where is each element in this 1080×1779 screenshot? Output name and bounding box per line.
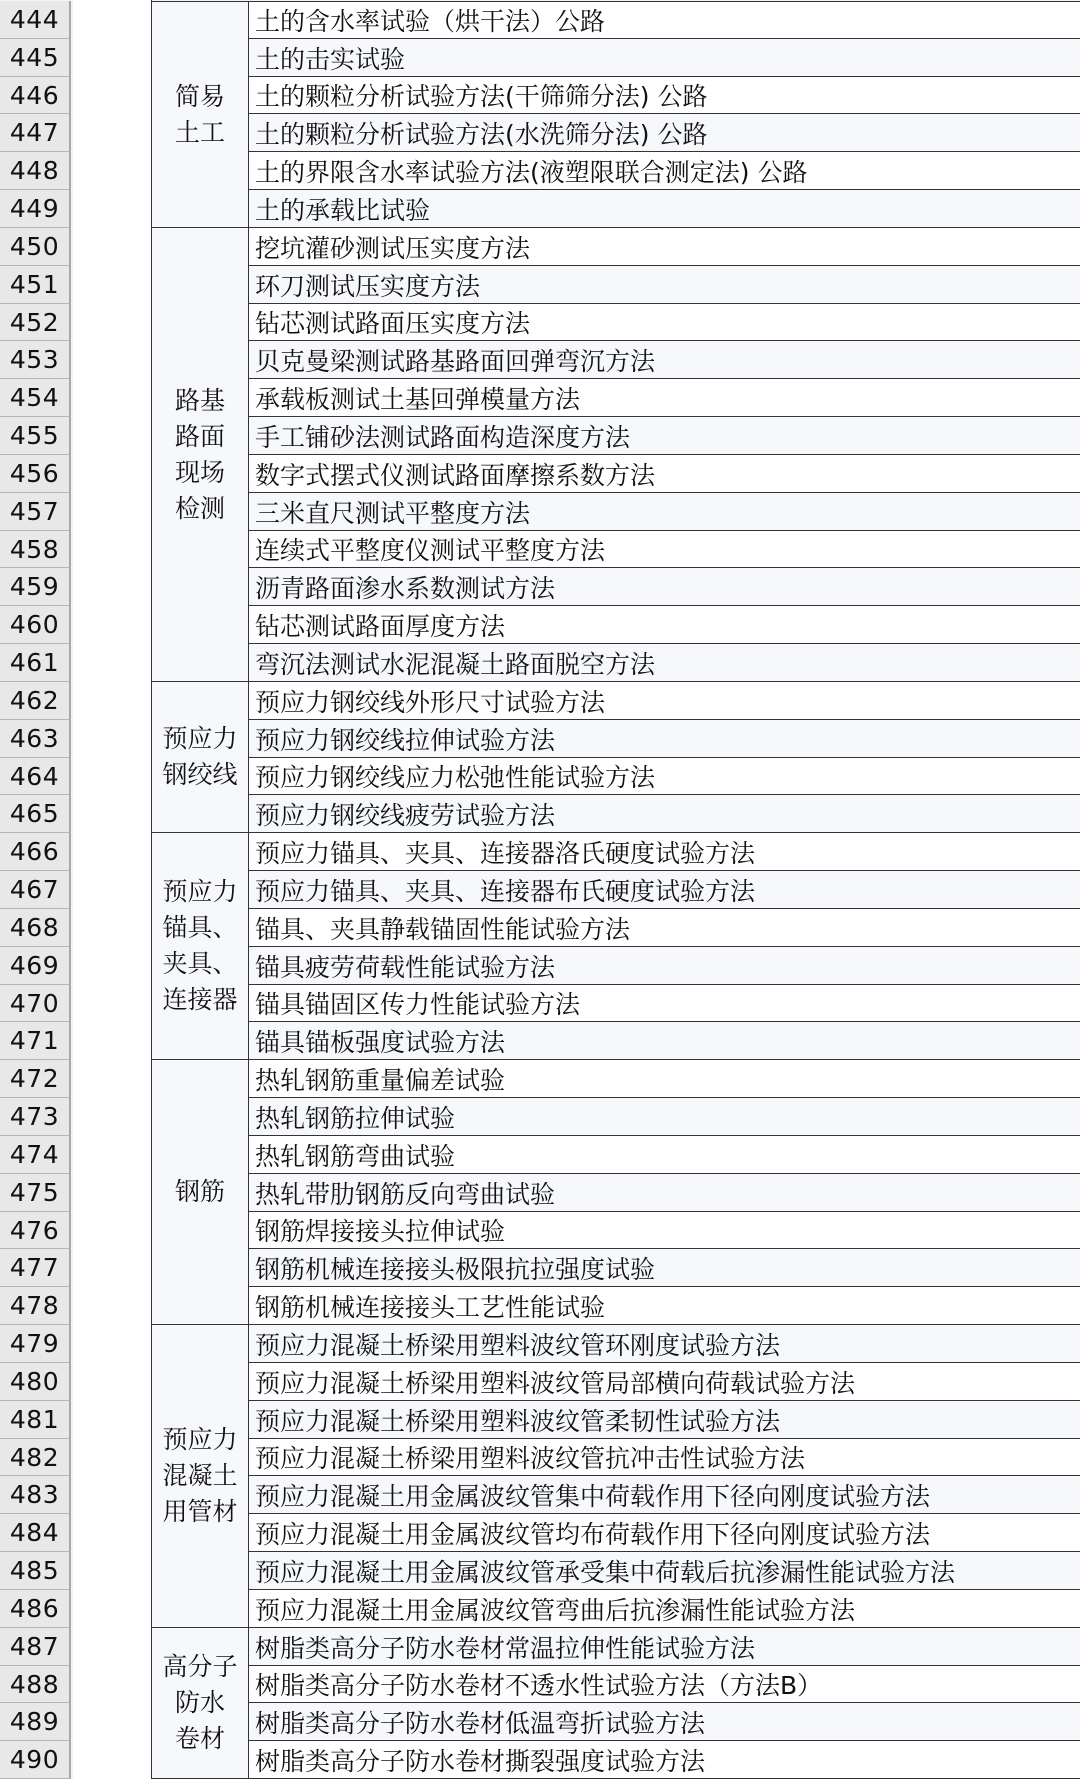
test-item-cell[interactable]: 锚具锚板强度试验方法 xyxy=(249,1022,1080,1060)
row-number[interactable]: 446 xyxy=(0,77,71,114)
row-number[interactable]: 461 xyxy=(0,644,71,682)
row-number[interactable]: 481 xyxy=(0,1401,71,1439)
row-number[interactable]: 470 xyxy=(0,985,71,1022)
row-number[interactable]: 475 xyxy=(0,1174,71,1212)
row-number[interactable]: 490 xyxy=(0,1741,71,1779)
test-item-cell[interactable]: 土的承载比试验 xyxy=(249,190,1080,228)
row-number[interactable]: 485 xyxy=(0,1552,71,1590)
test-item-cell[interactable]: 预应力钢绞线外形尺寸试验方法 xyxy=(249,682,1080,720)
test-item-cell[interactable]: 钻芯测试路面厚度方法 xyxy=(249,606,1080,644)
row-number[interactable]: 444 xyxy=(0,1,71,39)
row-number[interactable]: 480 xyxy=(0,1363,71,1401)
row-number[interactable]: 472 xyxy=(0,1060,71,1098)
row-number[interactable]: 445 xyxy=(0,39,71,77)
category-cell[interactable]: 预应力 钢绞线 xyxy=(152,682,249,833)
test-item-cell[interactable]: 树脂类高分子防水卷材低温弯折试验方法 xyxy=(249,1703,1080,1741)
test-item-cell[interactable]: 环刀测试压实度方法 xyxy=(249,266,1080,304)
test-item-cell[interactable]: 连续式平整度仪测试平整度方法 xyxy=(249,531,1080,568)
row-number[interactable]: 476 xyxy=(0,1212,71,1249)
test-item-cell[interactable]: 预应力混凝土桥梁用塑料波纹管柔韧性试验方法 xyxy=(249,1401,1080,1439)
row-number[interactable]: 469 xyxy=(0,947,71,985)
test-item-cell[interactable]: 数字式摆式仪测试路面摩擦系数方法 xyxy=(249,455,1080,493)
category-cell[interactable]: 预应力 锚具、 夹具、 连接器 xyxy=(152,833,249,1060)
test-item-cell[interactable]: 土的击实试验 xyxy=(249,39,1080,77)
row-number[interactable]: 478 xyxy=(0,1287,71,1325)
test-item-cell[interactable]: 土的颗粒分析试验方法(水洗筛分法) 公路 xyxy=(249,114,1080,152)
row-number[interactable]: 473 xyxy=(0,1098,71,1136)
test-item-cell[interactable]: 承载板测试土基回弹模量方法 xyxy=(249,379,1080,417)
test-item-cell[interactable]: 预应力钢绞线疲劳试验方法 xyxy=(249,795,1080,833)
row-number[interactable]: 457 xyxy=(0,493,71,531)
test-item-cell[interactable]: 锚具锚固区传力性能试验方法 xyxy=(249,985,1080,1022)
row-number[interactable]: 462 xyxy=(0,682,71,720)
test-item-cell[interactable]: 钢筋机械连接接头工艺性能试验 xyxy=(249,1287,1080,1325)
test-item-cell[interactable]: 预应力混凝土桥梁用塑料波纹管环刚度试验方法 xyxy=(249,1325,1080,1363)
test-item-cell[interactable]: 树脂类高分子防水卷材撕裂强度试验方法 xyxy=(249,1741,1080,1779)
row-number[interactable]: 484 xyxy=(0,1514,71,1552)
test-item-cell[interactable]: 热轧钢筋弯曲试验 xyxy=(249,1136,1080,1174)
row-number[interactable]: 482 xyxy=(0,1439,71,1476)
row-number[interactable]: 454 xyxy=(0,379,71,417)
row-number[interactable]: 455 xyxy=(0,417,71,455)
test-item-cell[interactable]: 土的含水率试验（烘干法）公路 xyxy=(249,1,1080,39)
test-item-cell[interactable]: 预应力钢绞线拉伸试验方法 xyxy=(249,720,1080,758)
test-item-cell[interactable]: 锚具疲劳荷载性能试验方法 xyxy=(249,947,1080,985)
category-cell[interactable]: 钢筋 xyxy=(152,1060,249,1325)
row-number[interactable]: 451 xyxy=(0,266,71,304)
row-number[interactable]: 458 xyxy=(0,531,71,568)
test-item-cell[interactable]: 预应力混凝土用金属波纹管承受集中荷载后抗渗漏性能试验方法 xyxy=(249,1552,1080,1590)
test-item-cell[interactable]: 贝克曼梁测试路基路面回弹弯沉方法 xyxy=(249,341,1080,379)
row-number[interactable]: 479 xyxy=(0,1325,71,1363)
test-item-cell[interactable]: 沥青路面渗水系数测试方法 xyxy=(249,568,1080,606)
row-number[interactable]: 463 xyxy=(0,720,71,758)
row-number[interactable]: 449 xyxy=(0,190,71,228)
test-item-cell[interactable]: 钢筋机械连接接头极限抗拉强度试验 xyxy=(249,1249,1080,1287)
test-item-cell[interactable]: 预应力锚具、夹具、连接器洛氏硬度试验方法 xyxy=(249,833,1080,871)
row-number[interactable]: 448 xyxy=(0,152,71,190)
test-item-cell[interactable]: 预应力钢绞线应力松弛性能试验方法 xyxy=(249,758,1080,795)
row-number[interactable]: 488 xyxy=(0,1666,71,1703)
category-cell[interactable]: 简易 土工 xyxy=(152,1,249,228)
test-item-cell[interactable]: 预应力混凝土桥梁用塑料波纹管局部横向荷载试验方法 xyxy=(249,1363,1080,1401)
row-number[interactable]: 489 xyxy=(0,1703,71,1741)
row-number[interactable]: 487 xyxy=(0,1628,71,1666)
row-number[interactable]: 474 xyxy=(0,1136,71,1174)
test-item-cell[interactable]: 树脂类高分子防水卷材常温拉伸性能试验方法 xyxy=(249,1628,1080,1666)
category-cell[interactable]: 预应力 混凝土 用管材 xyxy=(152,1325,249,1628)
row-number[interactable]: 453 xyxy=(0,341,71,379)
test-item-cell[interactable]: 钢筋焊接接头拉伸试验 xyxy=(249,1212,1080,1249)
test-item-cell[interactable]: 预应力混凝土用金属波纹管均布荷载作用下径向刚度试验方法 xyxy=(249,1514,1080,1552)
row-number[interactable]: 468 xyxy=(0,909,71,947)
test-item-cell[interactable]: 预应力混凝土用金属波纹管集中荷载作用下径向刚度试验方法 xyxy=(249,1476,1080,1514)
test-item-cell[interactable]: 热轧带肋钢筋反向弯曲试验 xyxy=(249,1174,1080,1212)
row-number[interactable]: 452 xyxy=(0,304,71,341)
test-item-cell[interactable]: 预应力混凝土用金属波纹管弯曲后抗渗漏性能试验方法 xyxy=(249,1590,1080,1628)
category-cell[interactable]: 高分子 防水 卷材 xyxy=(152,1628,249,1779)
test-item-cell[interactable]: 锚具、夹具静载锚固性能试验方法 xyxy=(249,909,1080,947)
row-number[interactable]: 486 xyxy=(0,1590,71,1628)
blank-column[interactable] xyxy=(73,0,152,1779)
test-item-cell[interactable]: 三米直尺测试平整度方法 xyxy=(249,493,1080,531)
row-number[interactable]: 459 xyxy=(0,568,71,606)
row-number[interactable]: 465 xyxy=(0,795,71,833)
row-number[interactable]: 464 xyxy=(0,758,71,795)
row-number[interactable]: 471 xyxy=(0,1022,71,1060)
test-item-cell[interactable]: 土的颗粒分析试验方法(干筛筛分法) 公路 xyxy=(249,77,1080,114)
test-item-cell[interactable]: 弯沉法测试水泥混凝土路面脱空方法 xyxy=(249,644,1080,682)
test-item-cell[interactable]: 手工铺砂法测试路面构造深度方法 xyxy=(249,417,1080,455)
row-number[interactable]: 467 xyxy=(0,871,71,909)
test-item-cell[interactable]: 热轧钢筋重量偏差试验 xyxy=(249,1060,1080,1098)
row-number[interactable]: 477 xyxy=(0,1249,71,1287)
row-number[interactable]: 450 xyxy=(0,228,71,266)
test-item-cell[interactable]: 热轧钢筋拉伸试验 xyxy=(249,1098,1080,1136)
row-number[interactable]: 460 xyxy=(0,606,71,644)
test-item-cell[interactable]: 钻芯测试路面压实度方法 xyxy=(249,304,1080,341)
test-item-cell[interactable]: 预应力混凝土桥梁用塑料波纹管抗冲击性试验方法 xyxy=(249,1439,1080,1476)
row-number[interactable]: 447 xyxy=(0,114,71,152)
test-item-cell[interactable]: 土的界限含水率试验方法(液塑限联合测定法) 公路 xyxy=(249,152,1080,190)
row-number[interactable]: 466 xyxy=(0,833,71,871)
category-cell[interactable]: 路基 路面 现场 检测 xyxy=(152,228,249,682)
test-item-cell[interactable]: 挖坑灌砂测试压实度方法 xyxy=(249,228,1080,266)
test-item-cell[interactable]: 树脂类高分子防水卷材不透水性试验方法（方法B） xyxy=(249,1666,1080,1703)
row-number[interactable]: 483 xyxy=(0,1476,71,1514)
row-number[interactable]: 456 xyxy=(0,455,71,493)
test-item-cell[interactable]: 预应力锚具、夹具、连接器布氏硬度试验方法 xyxy=(249,871,1080,909)
